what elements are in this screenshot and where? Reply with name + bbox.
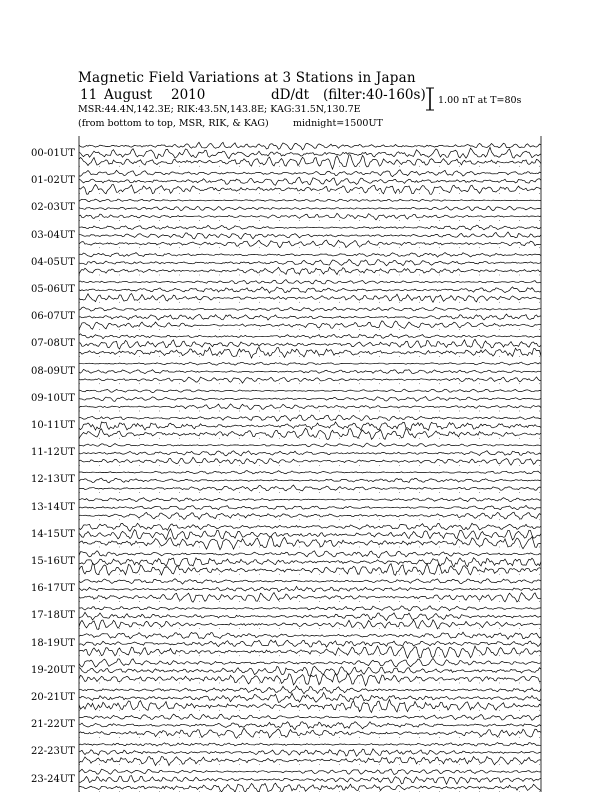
- trace-msr: [79, 213, 541, 220]
- trace-msr: [79, 646, 541, 658]
- trace-kag: [79, 170, 541, 177]
- hour-label: 00-01UT: [31, 148, 75, 159]
- trace-rik: [79, 147, 541, 158]
- hour-label: 23-24UT: [31, 773, 75, 785]
- trace-msr: [79, 757, 541, 766]
- trace-group: [79, 142, 541, 792]
- trace-msr: [79, 700, 541, 713]
- trace-kag: [79, 498, 541, 502]
- trace-rik: [79, 369, 541, 373]
- trace-msr: [79, 377, 541, 383]
- trace-msr: [79, 428, 541, 439]
- trace-rik: [79, 397, 541, 402]
- trace-kag: [79, 307, 541, 311]
- trace-rik: [79, 666, 541, 676]
- hour-label: 04-05UT: [31, 256, 75, 268]
- trace-msr: [79, 185, 541, 195]
- hour-label: 11-12UT: [31, 447, 75, 459]
- hour-label: 12-13UT: [31, 474, 75, 486]
- hour-label: 06-07UT: [31, 311, 75, 323]
- station-coordinates: MSR:44.4N,142.3E; RIK:43.5N,143.8E; KAG:31.5N,130.7E: [78, 104, 361, 115]
- hour-label: 02-03UT: [31, 202, 75, 214]
- trace-kag: [79, 658, 541, 667]
- trace-rik: [79, 776, 541, 785]
- trace-rik: [79, 422, 541, 431]
- hour-label: 08-09UT: [31, 365, 75, 377]
- trace-rik: [79, 749, 541, 756]
- trace-kag: [79, 471, 541, 475]
- trace-rik: [79, 612, 541, 620]
- trace-kag: [79, 225, 541, 230]
- trace-kag: [79, 142, 541, 150]
- hour-label: 10-11UT: [31, 420, 75, 431]
- trace-msr: [79, 155, 541, 169]
- trace-rik: [79, 451, 541, 456]
- trace-kag: [79, 579, 541, 584]
- trace-msr: [79, 347, 541, 358]
- hour-label: 13-14UT: [31, 501, 75, 513]
- trace-msr: [79, 536, 541, 550]
- trace-kag: [79, 199, 541, 202]
- hour-label: 19-20UT: [31, 664, 75, 676]
- trace-msr: [79, 321, 541, 330]
- trace-msr: [79, 563, 541, 575]
- trace-rik: [79, 177, 541, 185]
- trace-rik: [79, 557, 541, 567]
- trace-kag: [79, 769, 541, 774]
- hour-label: 03-04UT: [31, 229, 75, 241]
- trace-rik: [79, 339, 541, 349]
- trace-kag: [79, 334, 541, 339]
- trace-rik: [79, 287, 541, 293]
- trace-kag: [79, 253, 541, 258]
- trace-msr: [79, 728, 541, 738]
- hour-label: 07-08UT: [31, 338, 75, 350]
- trace-rik: [79, 640, 541, 647]
- hour-label: 20-21UT: [31, 692, 75, 703]
- trace-rik: [79, 693, 541, 703]
- trace-msr: [79, 673, 541, 686]
- trace-kag: [79, 632, 541, 639]
- trace-rik: [79, 586, 541, 591]
- hour-label: 16-17UT: [31, 583, 75, 595]
- trace-rik: [79, 314, 541, 320]
- trace-kag: [79, 551, 541, 558]
- trace-rik: [79, 478, 541, 483]
- trace-kag: [79, 523, 541, 531]
- trace-kag: [79, 362, 541, 365]
- trace-rik: [79, 722, 541, 730]
- trace-msr: [79, 404, 541, 410]
- trace-order-note: (from bottom to top, MSR, RIK, & KAG): [78, 118, 269, 129]
- trace-rik: [79, 232, 541, 239]
- hour-label: 09-10UT: [31, 392, 75, 404]
- trace-msr: [79, 240, 541, 247]
- filter-label: (filter:40-160s): [323, 87, 426, 103]
- trace-msr: [79, 512, 541, 519]
- trace-rik: [79, 259, 541, 266]
- trace-msr: [79, 294, 541, 303]
- hour-label: 14-15UT: [31, 528, 75, 540]
- trace-kag: [79, 714, 541, 720]
- midnight-note: midnight=1500UT: [293, 118, 383, 129]
- trace-rik: [79, 206, 541, 211]
- hour-label: 18-19UT: [31, 637, 75, 649]
- date-day: 11: [80, 87, 98, 103]
- trace-kag: [79, 606, 541, 611]
- hour-label: 21-22UT: [31, 719, 75, 731]
- trace-msr: [79, 485, 541, 491]
- hour-label: 05-06UT: [31, 284, 75, 295]
- trace-kag: [79, 280, 541, 284]
- scale-bar-label: 1.00 nT at T=80s: [438, 95, 522, 106]
- date-month: August: [104, 87, 153, 103]
- hour-label: 01-02UT: [31, 175, 75, 187]
- date-year: 2010: [171, 87, 206, 103]
- chart-title: Magnetic Field Variations at 3 Stations in Japan: [78, 70, 416, 86]
- hour-label: 17-18UT: [31, 610, 75, 622]
- hour-label: 22-23UT: [31, 746, 75, 758]
- trace-msr: [79, 593, 541, 603]
- component-label: dD/dt: [271, 87, 310, 103]
- trace-kag: [79, 686, 541, 694]
- trace-msr: [79, 620, 541, 630]
- trace-msr: [79, 783, 541, 792]
- trace-rik: [79, 505, 541, 509]
- trace-msr: [79, 457, 541, 465]
- trace-kag: [79, 443, 541, 447]
- trace-kag: [79, 389, 541, 393]
- trace-kag: [79, 743, 541, 747]
- trace-msr: [79, 267, 541, 274]
- hour-label: 15-16UT: [31, 556, 75, 567]
- trace-kag: [79, 415, 541, 421]
